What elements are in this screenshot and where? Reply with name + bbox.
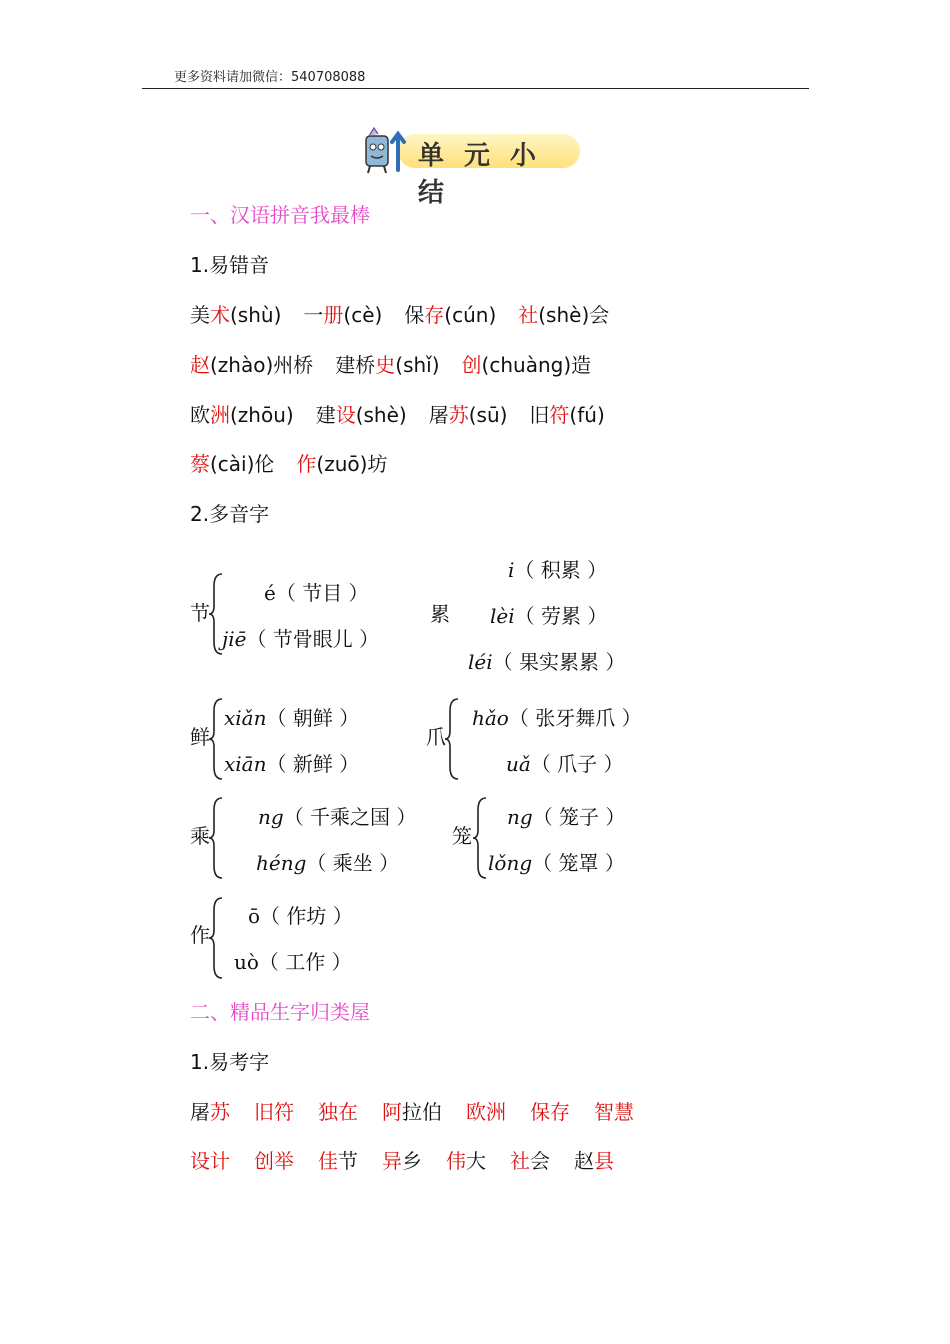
plain-text: 屠 [428,403,449,427]
plain-text: 保 [404,303,425,327]
word-item [518,303,609,327]
plain-text: 美 [190,303,210,327]
brace [208,896,226,980]
plain-text: 节 [338,1149,358,1173]
word-item [190,403,294,427]
plain-text: (chuàng)造 [481,353,592,377]
highlighted-char: 欧洲 [466,1100,506,1124]
word-item [318,1100,358,1124]
word-item [446,1149,486,1173]
highlighted-char: 蔡 [190,452,210,476]
highlighted-char: 社 [518,303,539,327]
poly-zhua-reading-1: hǎo（ 张牙舞爪 ） [472,706,642,730]
poly-char-jie: 节 [190,601,210,625]
plain-text: (fú) [569,403,605,427]
plain-text: 会 [530,1149,550,1173]
word-item [466,1100,506,1124]
highlighted-char: 术 [210,303,230,327]
word-item [510,1149,550,1173]
poly-long-reading-2: lǒng（ 笼罩 ） [488,851,625,875]
highlighted-char: 创 [461,353,482,377]
poly-char-long: 笼 [452,824,472,848]
poly-zuo-reading-2: uò（ 工作 ） [234,950,352,974]
poly-char-cheng: 乘 [190,824,210,848]
word-item [529,403,604,427]
subsection-1-2: 2.多音字 [190,502,270,526]
plain-text: 一 [303,303,324,327]
highlighted-char: 洲 [210,403,230,427]
plain-text: (shǐ) [395,353,440,377]
highlighted-char: 赵 [190,353,210,377]
plain-text: (shù) [230,303,282,327]
highlighted-char: 作 [296,452,317,476]
subsection-2-1: 1.易考字 [190,1050,270,1074]
highlighted-char: 佳 [318,1149,338,1173]
word-item [382,1100,442,1124]
plain-text: (zuō)坊 [316,452,388,476]
poly-jie-reading-1: é（ 节目 ） [264,581,369,605]
section-2-title: 二、精品生字归类屋 [190,1000,370,1024]
poly-cheng-reading-1: ng（ 千乘之国 ） [258,805,417,829]
poly-char-zhua: 爪 [426,725,446,749]
poly-char-zuo: 作 [190,923,210,947]
plain-text: 大 [466,1149,486,1173]
highlighted-char: 设 [335,403,356,427]
brace [444,697,462,781]
plain-text: (sū) [468,403,508,427]
highlighted-char: 创举 [254,1149,294,1173]
poly-lei-reading-2: lèi（ 劳累 ） [490,604,608,628]
plain-text: 欧 [190,403,210,427]
chars-row-1 [190,1098,634,1126]
word-item [316,403,407,427]
highlighted-char: 设计 [190,1149,230,1173]
pinyin-row-1 [190,301,609,329]
word-item [429,403,508,427]
pinyin-row-3 [190,401,605,429]
plain-text: 旧 [529,403,550,427]
highlighted-char: 异 [382,1149,402,1173]
word-item [254,1149,294,1173]
plain-text: 乡 [402,1149,422,1173]
poly-xian-reading-1: xiǎn（ 朝鲜 ） [224,706,360,730]
mascot-icon [358,126,412,176]
plain-text: 拉伯 [402,1100,442,1124]
highlighted-char: 独在 [318,1100,358,1124]
highlighted-char: 社 [510,1149,530,1173]
pinyin-row-4 [190,450,387,478]
plain-text: (cè) [343,303,383,327]
word-item [303,303,382,327]
subsection-1-1: 1.易错音 [190,253,270,277]
plain-text: 屠 [190,1100,210,1124]
poly-char-lei: 累 [430,602,450,626]
poly-jie-reading-2: jiē（ 节骨眼儿 ） [222,627,380,651]
word-item [335,353,439,377]
poly-xian-reading-2: xiān（ 新鲜 ） [224,752,360,776]
highlighted-char: 苏 [210,1100,230,1124]
word-item [530,1100,570,1124]
word-item [190,1100,230,1124]
word-item [190,1149,230,1173]
highlighted-char: 存 [424,303,445,327]
highlighted-char: 阿 [382,1100,402,1124]
word-item [318,1149,358,1173]
poly-cheng-reading-2: héng（ 乘坐 ） [256,851,400,875]
plain-text: (zhōu) [230,403,294,427]
highlighted-char: 册 [323,303,344,327]
poly-long-reading-1: ng（ 笼子 ） [507,805,626,829]
poly-zhua-reading-2: uǎ（ 爪子 ） [506,752,624,776]
highlighted-char: 符 [549,403,570,427]
word-item [404,303,496,327]
word-item [190,452,274,476]
highlighted-char: 保存 [530,1100,570,1124]
pinyin-row-2 [190,351,591,379]
word-item [574,1149,614,1173]
header-text: 更多资料请加微信：540708088 [174,70,366,85]
plain-text: 建 [315,403,336,427]
word-item [382,1149,422,1173]
plain-text: (zhào)州桥 [210,353,314,377]
brace [208,796,226,880]
highlighted-char: 苏 [448,403,469,427]
banner-title: 单元小结 [418,141,557,208]
word-item [190,303,281,327]
header-rule [142,88,809,89]
highlighted-char: 县 [594,1149,614,1173]
poly-lei-reading-1: i（ 积累 ） [508,558,608,582]
poly-char-xian: 鲜 [190,725,210,749]
plain-text: 赵 [574,1149,594,1173]
plain-text: (shè)会 [538,303,610,327]
chars-row-2 [190,1147,614,1175]
highlighted-char: 智慧 [594,1100,634,1124]
word-item [594,1100,634,1124]
word-item [254,1100,294,1124]
section-1-title: 一、汉语拼音我最棒 [190,203,370,227]
highlighted-char: 伟 [446,1149,466,1173]
poly-lei-reading-3: léi（ 果实累累 ） [468,650,626,674]
word-item [296,452,387,476]
section-banner [358,126,588,208]
plain-text: 建桥 [335,353,376,377]
highlighted-char: 旧符 [254,1100,294,1124]
plain-text: (cài)伦 [210,452,275,476]
word-item [462,353,592,377]
plain-text: (shè) [355,403,407,427]
highlighted-char: 史 [375,353,396,377]
plain-text: (cún) [444,303,497,327]
poly-zuo-reading-1: ō（ 作坊 ） [248,904,353,928]
word-item [190,353,313,377]
